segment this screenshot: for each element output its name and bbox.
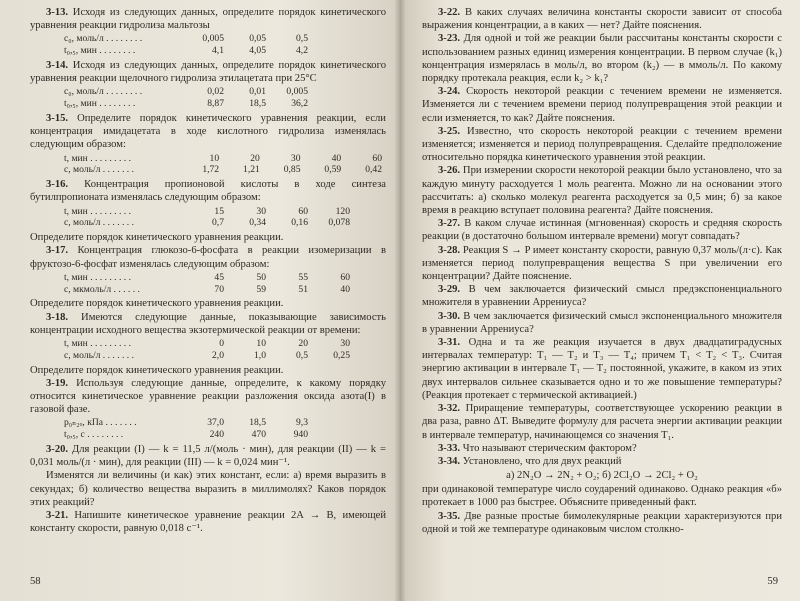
problem-number: 3-30. — [438, 310, 461, 322]
table-cell: 470 — [251, 429, 266, 441]
table-row — [64, 217, 354, 229]
problem-number: 3-19. — [46, 377, 69, 389]
table-cell: 0,85 — [283, 164, 301, 176]
data-table-3-14 — [64, 86, 312, 110]
table-cell: 30 — [256, 205, 266, 217]
problem-instruction: Определите порядок кинетического уравнения реакции. — [30, 298, 284, 310]
table-row — [64, 33, 312, 45]
table-cell: 0,16 — [291, 217, 308, 229]
problem-number: 3-21. — [46, 510, 69, 522]
table-row — [64, 417, 312, 429]
problem-text: Скорость некоторой реакции с течением времени не изменяется. Изменяется ли с течением времени период полупревращения этой реакции и если изменяется, то как? Дайте пояснения. — [422, 86, 782, 124]
problem-instruction: Определите порядок кинетического уравнения реакции. — [30, 364, 284, 376]
table-cell: 18,5 — [249, 417, 266, 429]
problem-3-18 — [30, 311, 386, 337]
table-row — [64, 86, 312, 98]
table-cell: 60 — [298, 205, 308, 217]
table-row — [64, 429, 312, 441]
problem-number: 3-14. — [46, 60, 69, 71]
problem-3-32 — [422, 402, 782, 442]
page-number: 58 — [30, 576, 41, 587]
problem-number: 3-24. — [438, 86, 461, 98]
row-label: t₀,₅, мин . . . . . . . . — [64, 98, 136, 110]
problem-3-20 — [30, 443, 386, 469]
table-cell: 0,5 — [296, 33, 308, 45]
problem-number: 3-26. — [438, 165, 461, 177]
problem-text: Что называют стерическим фактором? — [462, 442, 637, 454]
table-cell: 20 — [298, 338, 308, 350]
problem-3-27 — [422, 217, 782, 243]
table-row — [64, 153, 386, 165]
page-number: 59 — [767, 576, 778, 587]
problem-text: При измерении скорости некоторой реакции было установлено, что за каждую минуту расходуется 1 моль реагента. Можно ли на основании этого рассчитать: а) сколько молекул реагента расходуется за 0,5 мин; б) за какое время в реакцию вступает половина реагента? Дайте пояснения. — [422, 165, 782, 217]
problem-3-33 — [422, 442, 782, 455]
problem-text: Исходя из следующих данных, определите порядок кинетического уравнения реакции щелочного гидролиза этилацетата при 25°С — [30, 60, 386, 85]
row-label: c, моль/л . . . . . . . — [64, 164, 134, 176]
table-cell: 0,59 — [324, 164, 342, 176]
problem-number: 3-34. — [438, 455, 461, 467]
row-label: c, моль/л . . . . . . . — [64, 349, 134, 361]
table-row — [64, 206, 354, 218]
table-cell: 36,2 — [291, 98, 308, 110]
table-cell: 8,87 — [207, 98, 224, 110]
problem-paragraph: при одинаковой температуре число соударений одинаково. Однако реакция «б» протекает в 1000 раз быстрее. Объясните приведенный факт. — [422, 484, 782, 509]
problem-text: В чем заключается физический смысл экспоненциального множителя в уравнении Аррениуса? — [422, 310, 783, 335]
problem-text: Приращение температуры, соответствующее ускорению реакции в два раза, равно ΔT. Выведите формулу для расчета энергии активации реакции в интервале температур, начинающемся со значения T₁. — [422, 403, 782, 441]
problem-text: В чем заключается физический смысл предэкспоненциального множителя в уравнении Аррениуса? — [422, 284, 782, 309]
problem-3-21 — [30, 509, 386, 535]
problem-number: 3-32. — [438, 403, 461, 415]
problem-number: 3-29. — [438, 284, 461, 296]
problem-paragraph: Изменятся ли величины (и как) этих констант, если: а) время выразить в секундах; б) количество вещества выразить в миллимолях? Каков порядок этих реакций? — [30, 470, 386, 508]
table-cell: 37,0 — [207, 417, 224, 429]
table-cell: 1,21 — [243, 164, 260, 176]
problem-3-15 — [30, 112, 386, 152]
row-label: t, мин . . . . . . . . . — [64, 152, 131, 164]
table-cell: 120 — [335, 205, 350, 217]
data-table-3-13 — [64, 33, 312, 57]
table-cell: 20 — [250, 152, 260, 164]
problem-number: 3-27. — [438, 218, 461, 230]
table-cell: 1,72 — [202, 164, 220, 176]
table-cell: 240 — [209, 429, 224, 441]
problem-3-19 — [30, 377, 386, 417]
table-cell: 4,05 — [249, 45, 266, 57]
problem-3-13 — [30, 6, 386, 32]
problem-number: 3-20. — [46, 444, 69, 456]
problem-text: Одна и та же реакция изучается в двух двадцатиградусных интервалах температур: T₁ — T₂ и T₃ — T₄; причем T₁ < T₂ < T₃. Считая энергию активации в интервале T₁ — T₂ постоянной, укажите, в каком из этих двух интервалов сильнее сказывается одно и то же повышение температуры? (Реакция протекает с термической активацией.) — [422, 337, 782, 401]
row-label: c₀, моль/л . . . . . . . . — [64, 86, 143, 98]
table-row — [64, 284, 354, 296]
table-cell: 0,02 — [207, 86, 224, 98]
problem-number: 3-31. — [438, 337, 461, 349]
table-cell: 15 — [214, 205, 224, 217]
problem-3-35 — [422, 510, 782, 536]
data-table-3-16 — [64, 206, 354, 230]
problem-text: В каком случае истинная (мгновенная) скорость и средняя скорость реакции (в достаточно большом интервале времени) могут совпадать? — [422, 218, 782, 243]
problem-text: Известно, что скорость некоторой реакции с течением времени изменяется; изменяется и период полупревращения. Сделайте предположение относительно порядка кинетического уравнения этой реакции. — [422, 125, 782, 164]
problem-3-28 — [422, 244, 782, 284]
problem-number: 3-28. — [438, 244, 461, 256]
table-row — [64, 45, 312, 57]
table-cell: 2,0 — [212, 349, 224, 361]
data-table-3-18 — [64, 338, 354, 362]
table-cell: 40 — [340, 283, 350, 295]
problem-number: 3-13. — [46, 7, 69, 18]
row-label: c₀, моль/л . . . . . . . . — [64, 33, 143, 45]
problem-text: Две разные простые бимолекулярные реакции характеризуются при одной и той же температуре одинаковым числом столкно- — [422, 510, 782, 535]
problem-number: 3-33. — [438, 442, 461, 454]
problem-text: Для одной и той же реакции были рассчитаны константы скорости с использованием разных единиц измерения концентрации. В первом случае (k₁) концентрация измерялась в моль/л, во втором (k₂) — в ммоль/л. По какому порядку протекала реакция, если k₂ > k₁? — [422, 33, 782, 85]
problem-3-29 — [422, 283, 782, 309]
table-row — [64, 164, 386, 176]
table-cell: 0,25 — [333, 349, 350, 361]
problem-3-16 — [30, 178, 386, 204]
problem-number: 3-25. — [438, 125, 461, 137]
table-cell: 0,42 — [365, 164, 382, 176]
table-cell: 0,7 — [212, 217, 224, 229]
table-cell: 0,078 — [328, 217, 350, 229]
problem-text: Имеются следующие данные, показывающие зависимость концентрации исходного вещества экзотермической реакции от времени: — [30, 311, 386, 336]
table-cell: 0 — [219, 338, 224, 350]
table-cell: 0,05 — [249, 33, 266, 45]
table-cell: 0,01 — [249, 86, 266, 98]
table-cell: 59 — [256, 283, 266, 295]
problem-3-34 — [422, 455, 782, 468]
problem-3-22 — [422, 6, 782, 32]
problem-instruction: Определите порядок кинетического уравнения реакции. — [30, 232, 284, 244]
table-cell: 30 — [290, 152, 301, 164]
table-cell: 10 — [256, 338, 266, 350]
table-cell: 30 — [340, 338, 350, 350]
table-cell: 0,34 — [249, 217, 266, 229]
problem-3-26 — [422, 164, 782, 217]
table-cell: 1,0 — [254, 349, 266, 361]
table-cell: 0,5 — [296, 349, 308, 361]
problem-number: 3-17. — [46, 245, 69, 257]
table-cell: 940 — [293, 429, 308, 441]
table-cell: 50 — [256, 271, 266, 283]
right-page — [400, 0, 800, 601]
table-cell: 55 — [298, 271, 308, 283]
table-cell: 4,2 — [296, 45, 308, 57]
problem-number: 3-35. — [438, 510, 461, 522]
table-cell: 70 — [214, 283, 224, 295]
problem-number: 3-22. — [438, 7, 461, 18]
problem-3-31 — [422, 336, 782, 402]
table-cell: 45 — [214, 271, 224, 283]
table-row — [64, 98, 312, 110]
problem-3-24 — [422, 85, 782, 125]
problem-number: 3-16. — [46, 179, 69, 191]
table-cell: 0,005 — [286, 86, 308, 98]
row-label: p₀ₙ₂ₒ, кПа . . . . . . . — [64, 417, 137, 429]
problem-text: Исходя из следующих данных, определите порядок кинетического уравнения реакции гидролиза мальтозы — [30, 7, 386, 32]
table-cell: 60 — [372, 152, 382, 164]
problem-3-14 — [30, 59, 386, 85]
table-row — [64, 350, 354, 362]
problem-number: 3-23. — [438, 33, 461, 45]
table-row — [64, 338, 354, 350]
problem-3-17 — [30, 244, 386, 270]
row-label: t, мин . . . . . . . . . — [64, 205, 131, 217]
problem-number: 3-18. — [46, 311, 69, 323]
table-cell: 9,3 — [296, 417, 308, 429]
row-label: t₀,₅, с . . . . . . . . — [64, 429, 124, 441]
book-gutter — [394, 0, 406, 601]
problem-text: Используя следующие данные, определите, к какому порядку относится кинетическое уравнение реакции разложения оксида азота(I) в газовой фазе. — [30, 377, 386, 416]
problem-text: Напишите кинетическое уравнение реакции 2A → B, имеющей константу скорости, равную 0,018 с⁻¹. — [30, 510, 386, 535]
table-row — [64, 272, 354, 284]
problem-text: Реакция S → P имеет константу скорости, равную 0,37 моль/(л·с). Как изменяется период полупревращения вещества S при увеличении его концентрации? Дайте пояснение. — [422, 244, 782, 283]
problem-text: Концентрация пропионовой кислоты в ходе синтеза бутилпропионата изменялась следующим образом: — [30, 179, 386, 204]
problem-text: Концентрация глюкозо-6-фосфата в реакции изомеризации в фруктозо-6-фосфат изменялась следующим образом: — [30, 245, 387, 270]
chemical-equation: а) 2N₂O → 2N₂ + O₂; б) 2Cl₂O → 2Cl₂ + O₂ — [506, 470, 698, 482]
row-label: c, мкмоль/л . . . . . . — [64, 283, 140, 295]
problem-number: 3-15. — [46, 113, 69, 124]
problem-text: Установлено, что для двух реакций — [462, 455, 622, 467]
problem-text: В каких случаях величина константы скорости зависит от способа выражения концентрации, а в каких — нет? Дайте пояснения. — [422, 7, 783, 32]
table-cell: 0,005 — [202, 33, 224, 45]
row-label: t, мин . . . . . . . . . — [64, 338, 131, 350]
problem-3-23 — [422, 32, 782, 85]
row-label: c, моль/л . . . . . . . — [64, 217, 134, 229]
row-label: t₀,₅, мин . . . . . . . . — [64, 45, 136, 57]
problem-3-30 — [422, 310, 782, 336]
table-cell: 10 — [209, 152, 220, 164]
data-table-3-17 — [64, 272, 354, 296]
problem-text: Для реакции (I) — k = 11,5 л/(моль · мин), для реакции (II) — k = 0,031 моль/(л · мин), для реакции (III) — k = 0,024 мин⁻¹. — [30, 444, 386, 469]
table-cell: 18,5 — [249, 98, 266, 110]
problem-3-25 — [422, 125, 782, 165]
data-table-3-15 — [64, 153, 386, 177]
table-cell: 51 — [298, 283, 308, 295]
problem-text: Определите порядок кинетического уравнения реакции, если концентрация имидацетата в ходе кислотного гидролиза изменялась следующим образом: — [30, 113, 386, 151]
table-cell: 4,1 — [212, 45, 224, 57]
data-table-3-19 — [64, 417, 312, 441]
table-cell: 60 — [340, 271, 350, 283]
row-label: t, мин . . . . . . . . . — [64, 271, 131, 283]
table-cell: 40 — [331, 152, 342, 164]
